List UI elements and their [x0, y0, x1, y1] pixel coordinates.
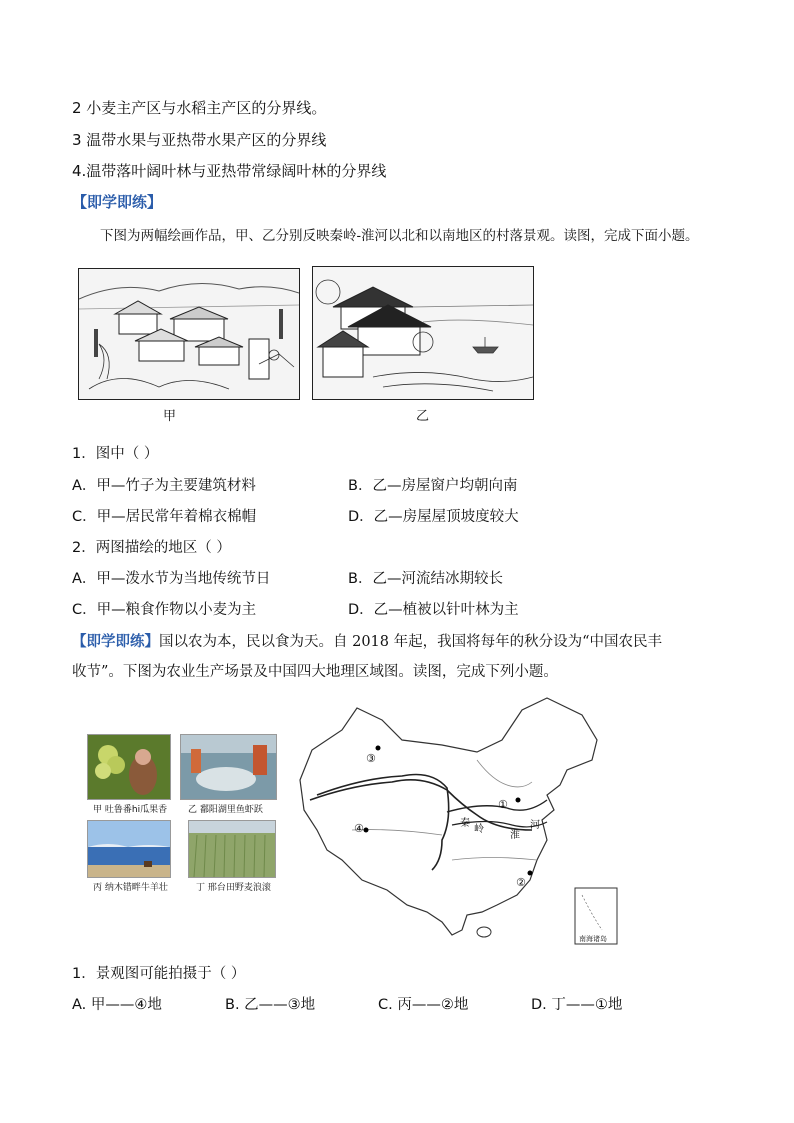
caption-jia: 甲: [163, 409, 177, 424]
s1-q2-stem: 2．两图描绘的地区（ ）: [72, 540, 231, 556]
section2-tag: 【即学即练】: [72, 634, 159, 650]
section2-intro-text1: 国以农为本，民以食为天。自 2018 年起，我国将每年的秋分设为“中国农民丰: [159, 634, 663, 650]
grapes-photo: [88, 735, 170, 799]
photo-bing-lake: [87, 820, 171, 878]
s1-q1-option-c: C．甲—居民常年着棉衣棉帽: [72, 509, 257, 525]
section1-intro: 下图为两幅绘画作品，甲、乙分别反映秦岭-淮河以北和以南地区的村落景观。读图，完成下面小题。: [100, 228, 699, 244]
he-label: 河: [530, 820, 540, 831]
china-regions-map: [292, 690, 622, 952]
huai-label: 淮: [510, 830, 520, 841]
s2-q1-option-a: A. 甲——④地: [72, 997, 162, 1013]
photo-caption-bing: 丙 纳木错畔牛羊壮: [93, 883, 168, 893]
intro-line-3: 4.温带落叶阔叶林与亚热带常绿阔叶林的分界线: [72, 162, 387, 180]
fishing-photo: [181, 735, 276, 799]
s2-q1-option-d: D. 丁——①地: [531, 997, 623, 1013]
caption-yi: 乙: [416, 409, 430, 424]
site-3-label: ③: [366, 752, 376, 765]
village-south-drawing: [313, 267, 533, 399]
intro-line-2: 3 温带水果与亚热带水果产区的分界线: [72, 131, 327, 149]
site-1-label: ①: [498, 798, 508, 811]
village-north-drawing: [79, 269, 299, 399]
photo-caption-yi: 乙 鄱阳湖里鱼虾跃: [188, 805, 263, 815]
photo-caption-ding: 丁 邢台田野麦浪滚: [196, 883, 271, 893]
site-2-label: ②: [516, 876, 526, 889]
photo-ding-wheat: [188, 820, 276, 878]
china-map-drawing: [292, 690, 622, 952]
sketch-yi: [312, 266, 534, 400]
section2-intro-line1: [72, 632, 662, 652]
s2-q1-option-c: C. 丙——②地: [378, 997, 469, 1013]
s1-q2-option-c: C．甲—粮食作物以小麦为主: [72, 602, 257, 618]
s1-q1-option-d: D．乙—房屋屋顶坡度较大: [348, 509, 519, 525]
south-sea-label: 南海诸岛: [579, 935, 607, 943]
s1-q2-option-a: A．甲—泼水节为当地传统节日: [72, 571, 271, 587]
section1-tag: 【即学即练】: [72, 193, 163, 211]
s1-q1-option-a: A．甲—竹子为主要建筑材料: [72, 478, 256, 494]
s2-q1-stem: 1．景观图可能拍摄于（ ）: [72, 966, 246, 982]
photo-caption-jia: 甲 吐鲁番hi瓜果香: [93, 805, 168, 815]
s2-q1-option-b: B. 乙——③地: [225, 997, 316, 1013]
sketch-jia: [78, 268, 300, 400]
lake-photo: [88, 821, 170, 877]
section2-intro-line2: 收节”。下图为农业生产场景及中国四大地理区域图。读图，完成下列小题。: [72, 664, 558, 680]
s1-q2-option-b: B．乙—河流结冰期较长: [348, 571, 503, 587]
photo-yi-fishing: [180, 734, 277, 800]
qinling-label-1: 秦: [460, 818, 470, 829]
s1-q2-option-d: D．乙—植被以针叶林为主: [348, 602, 519, 618]
intro-line-1: 2 小麦主产区与水稻主产区的分界线。: [72, 99, 327, 117]
s1-q1-option-b: B．乙—房屋窗户均朝向南: [348, 478, 518, 494]
wheat-photo: [189, 821, 275, 877]
qinling-label-2: 岭: [474, 824, 484, 835]
site-4-label: ④: [354, 822, 364, 835]
photo-jia-grapes: [87, 734, 171, 800]
s1-q1-stem: 1．图中（ ）: [72, 446, 159, 462]
